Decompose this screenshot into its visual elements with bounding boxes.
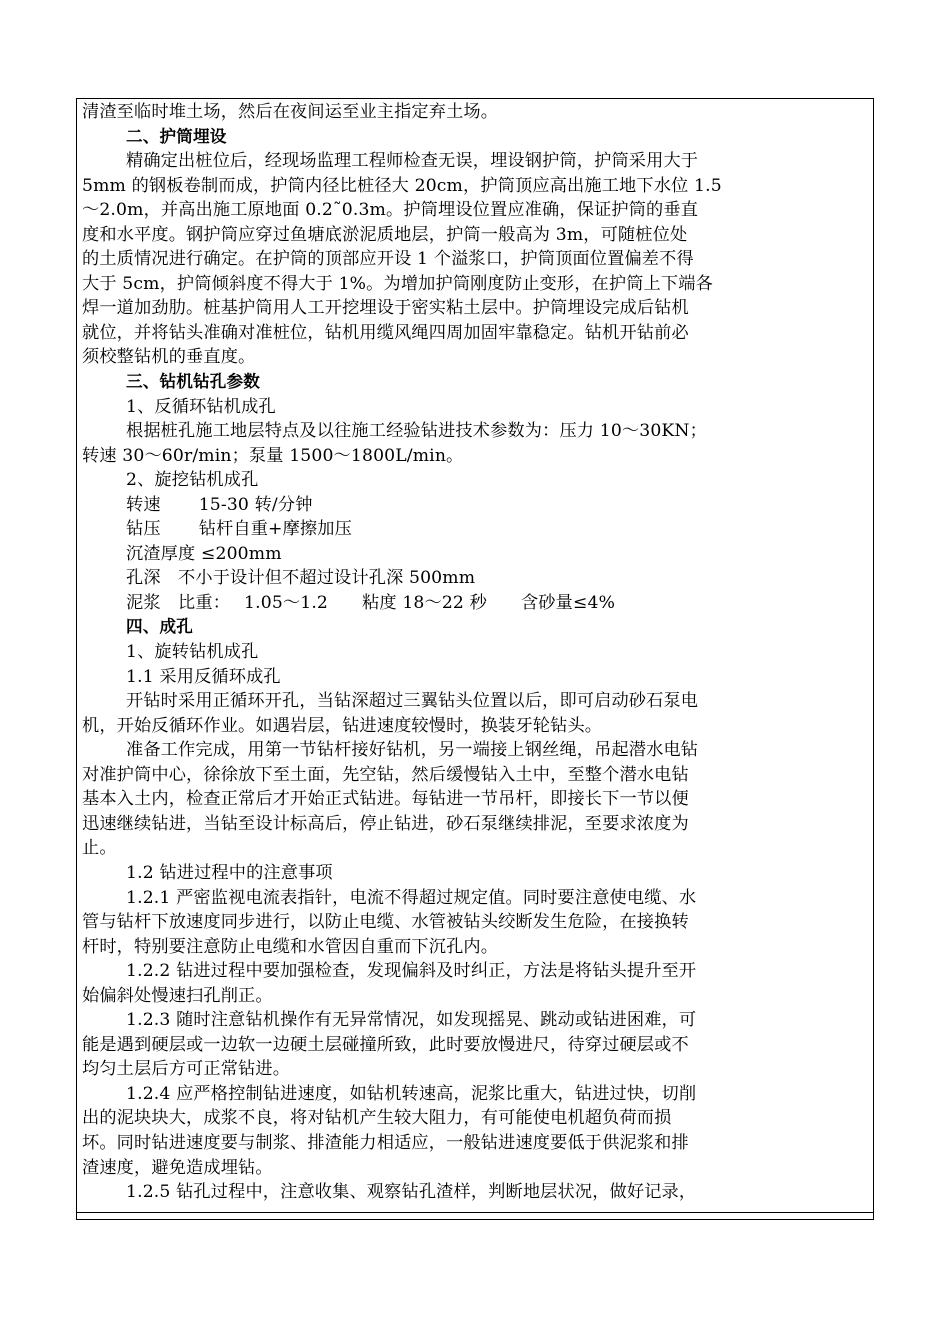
paragraph-line: 迅速继续钻进，当钻至设计标高后，停止钻进，砂石泵继续排泥，至要求浓度为	[82, 813, 689, 834]
paragraph-line: 止。	[82, 838, 117, 859]
param-value: 15-30 转/分钟	[198, 494, 313, 515]
paragraph-line: 度和水平度。钢护筒应穿过鱼塘底淤泥质地层，护筒一般高为 3m，可随桩位处	[82, 224, 688, 245]
paragraph-line: 就位，并将钻头准确对准桩位，钻机用缆风绳四周加固牢靠稳定。钻机开钻前必	[82, 322, 689, 343]
sub-heading: 1、反循环钻机成孔	[126, 396, 276, 417]
paragraph-line: 能是遇到硬层或一边软一边硬土层碰撞所致，此时要放慢进尺，待穿过硬层或不	[82, 1034, 689, 1055]
section-heading: 三、钻机钻孔参数	[126, 372, 260, 392]
paragraph-line: 始偏斜处慢速扫孔削正。	[82, 985, 273, 1006]
paragraph-line: 管与钻杆下放速度同步进行，以防止电缆、水管被钻头绞断发生危险，在接换转	[82, 912, 689, 933]
param-row-sediment: 沉渣厚度 ≤200mm	[126, 543, 282, 564]
paragraph-line: 对准护筒中心，徐徐放下至土面，先空钻，然后缓慢钻入土中，至整个潜水电钻	[82, 764, 689, 785]
paragraph-line: 的土质情况进行确定。在护筒的顶部应开设 1 个溢浆口，护筒顶面位置偏差不得	[82, 249, 694, 270]
param-value: 钻杆自重+摩擦加压	[198, 519, 352, 540]
paragraph-line: 清渣至临时堆土场，然后在夜间运至业主指定弃土场。	[82, 102, 499, 122]
param-row-slurry	[82, 591, 872, 616]
paragraph-line: 精确定出桩位后，经现场监理工程师检查无误，埋设钢护筒，护筒采用大于	[126, 151, 699, 172]
paragraph-line: 渣速度，避免造成埋钻。	[82, 1157, 273, 1178]
paragraph-line: 1.2.2 钻进过程中要加强检查，发现偏斜及时纠正，方法是将钻头提升至开	[126, 961, 697, 982]
paragraph-line: 转速 30～60r/min；泵量 1500～1800L/min。	[82, 445, 464, 466]
param-row-depth: 孔深 不小于设计但不超过设计孔深 500mm	[126, 568, 476, 589]
paragraph-line: 均匀土层后方可正常钻进。	[82, 1059, 291, 1080]
paragraph-line: 基本入土内，检查正常后才开始正式钻进。每钻进一节吊杆，即接长下一节以便	[82, 789, 689, 810]
param-value: 粘度 18～22 秒	[362, 592, 487, 613]
param-row-speed	[82, 493, 872, 518]
paragraph-line: 1.2.4 应严格控制钻进速度，如钻机转速高，泥浆比重大，钻进过快，切削	[126, 1083, 697, 1104]
param-label: 钻压	[126, 519, 161, 540]
sub-heading: 1、旋转钻机成孔	[126, 642, 259, 663]
paragraph-line: 根据桩孔施工地层特点及以往施工经验钻进技术参数为：压力 10～30KN；	[126, 421, 707, 442]
paragraph-line: 5mm 的钢板卷制而成，护筒内径比桩径大 20cm，护筒顶应高出施工地下水位 1.5	[82, 175, 722, 196]
sub-heading: 1.1 采用反循环成孔	[126, 666, 281, 687]
paragraph-line: 机，开始反循环作业。如遇岩层，钻进速度较慢时，换装牙轮钻头。	[82, 715, 603, 736]
paragraph-line: 1.2.5 钻孔过程中，注意收集、观察钻孔渣样，判断地层状况，做好记录，	[126, 1182, 697, 1203]
param-value: 含砂量≤4%	[520, 592, 616, 613]
sub-heading: 2、旋挖钻机成孔	[126, 470, 259, 491]
paragraph-line: 大于 5cm，护筒倾斜度不得大于 1%。为增加护筒刚度防止变形，在护筒上下端各	[82, 273, 713, 294]
param-label: 转速	[126, 494, 161, 515]
section-heading: 二、护筒埋设	[126, 126, 227, 146]
paragraph-line: 杆时，特别要注意防止电缆和水管因自重而下沉孔内。	[82, 936, 499, 957]
param-row-pressure	[82, 517, 872, 542]
sub-heading: 1.2 钻进过程中的注意事项	[126, 862, 333, 883]
paragraph-line: ～2.0m，并高出施工原地面 0.2˜0.3m。护筒埋设位置应准确，保证护筒的垂直	[82, 200, 699, 221]
param-label: 泥浆 比重：	[126, 592, 231, 613]
paragraph-line: 坏。同时钻进速度要与制浆、排渣能力相适应，一般钻进速度要低于供泥浆和排	[82, 1132, 689, 1153]
paragraph-line: 1.2.3 随时注意钻机操作有无异常情况，如发现摇晃、跳动或钻进困难，可	[126, 1010, 697, 1031]
section-heading: 四、成孔	[126, 617, 193, 637]
paragraph-line: 1.2.1 严密监视电流表指针，电流不得超过规定值。同时要注意使电缆、水	[126, 887, 697, 908]
document-body	[82, 100, 872, 1205]
paragraph-line: 准备工作完成，用第一节钻杆接好钻机，另一端接上钢丝绳，吊起潜水电钻	[126, 740, 699, 761]
paragraph-line: 出的泥块块大，成浆不良，将对钻机产生较大阻力，有可能使电机超负荷而损	[82, 1108, 672, 1129]
paragraph-line: 开钻时采用正循环开孔，当钻深超过三翼钻头位置以后，即可启动砂石泵电	[126, 691, 699, 712]
param-value: 1.05～1.2	[244, 592, 329, 613]
paragraph-line: 须校整钻机的垂直度。	[82, 347, 256, 368]
paragraph-line: 焊一道加劲肋。桩基护筒用人工开挖埋设于密实粘土层中。护筒埋设完成后钻机	[82, 298, 689, 319]
